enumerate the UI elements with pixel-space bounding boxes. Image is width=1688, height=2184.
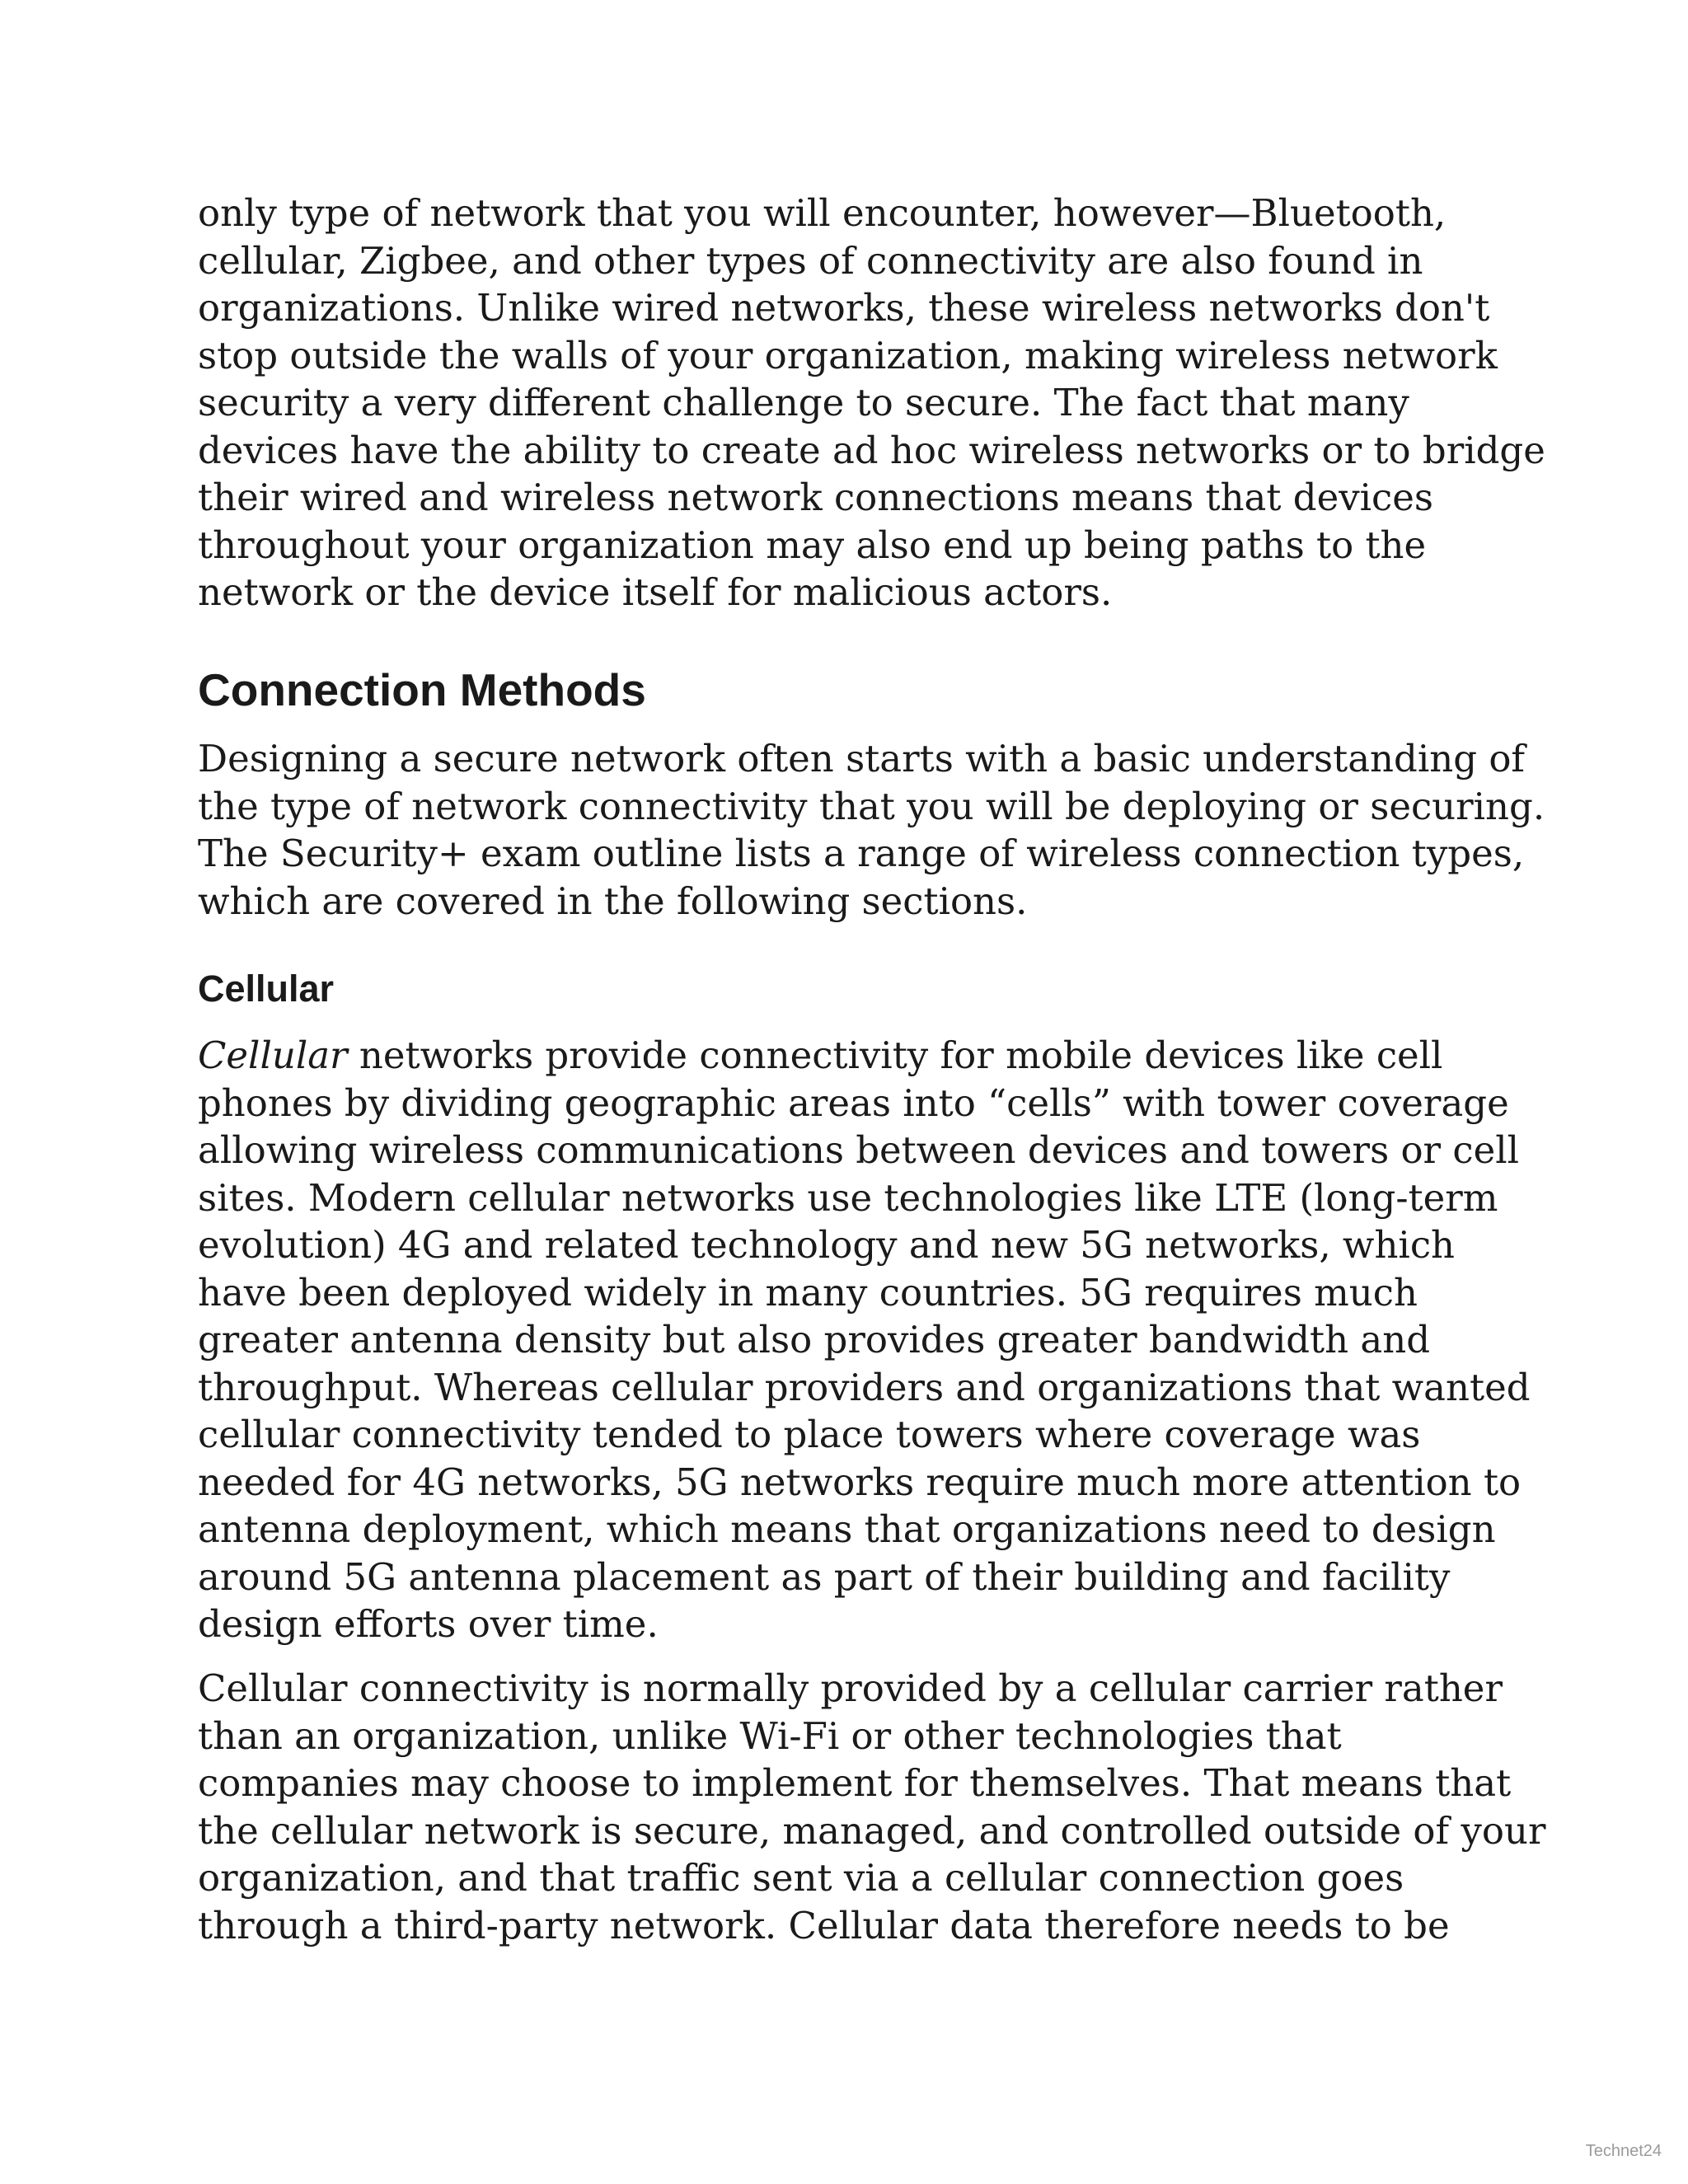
text-line: devices have the ability to create ad hoc wireless networks or to bridge [198,428,1545,472]
text-line: design efforts over time. [198,1602,659,1646]
italic-term: Cellular [198,1033,348,1077]
watermark: Technet24 [1585,2142,1662,2160]
text-line: phones by dividing geographic areas into “cells” with tower coverage [198,1080,1509,1125]
text-line: the cellular network is secure, managed, and controlled outside of your [198,1808,1546,1853]
text-line: Designing a secure network often starts with a basic understanding of [198,737,1526,780]
text-line: through a third-party network. Cellular data therefore needs to be [198,1903,1450,1947]
text-line: throughput. Whereas cellular providers and organizations that wanted [198,1365,1531,1409]
section-heading: Connection Methods [198,664,646,715]
text-line: greater antenna density but also provides greater bandwidth and [198,1318,1431,1361]
section-paragraph [198,735,1545,925]
text-line: which are covered in the following sections. [198,879,1028,923]
text-line: The Security+ exam outline lists a range of wireless connection types, [198,832,1525,875]
text-line: companies may choose to implement for themselves. That means that [198,1761,1512,1805]
text-line: organization, and that traffic sent via a cellular connection goes [198,1856,1404,1900]
text-line: Cellular connectivity is normally provided by a cellular carrier rather [198,1666,1503,1710]
text-line: needed for 4G networks, 5G networks require much more attention to [198,1460,1522,1504]
text-line: antenna deployment, which means that organizations need to design [198,1507,1496,1551]
text-line: cellular, Zigbee, and other types of connectivity are also found in [198,238,1423,283]
text-line: their wired and wireless network connections means that devices [198,476,1433,519]
cellular-paragraph-2 [198,1665,1546,1949]
text-line: network or the device itself for malicious actors. [198,570,1113,614]
text-line: organizations. Unlike wired networks, these wireless networks don't [198,286,1490,330]
text-line: around 5G antenna placement as part of their building and facility [198,1554,1451,1599]
text-line: only type of network that you will encounter, however—Bluetooth, [198,191,1447,235]
text-line: the type of network connectivity that you will be deploying or securing. [198,784,1545,828]
text-line: allowing wireless communications between devices and towers or cell [198,1128,1519,1172]
text-line: security a very different challenge to secure. The fact that many [198,381,1409,424]
text-line [198,1032,1531,1080]
text-line: throughout your organization may also end up being paths to the [198,523,1427,567]
text-line: than an organization, unlike Wi-Fi or other technologies that [198,1713,1342,1758]
text-line: have been deployed widely in many countries. 5G requires much [198,1270,1418,1315]
text-run: networks provide connectivity for mobile devices like cell [347,1033,1443,1077]
cellular-paragraph-1 [198,1032,1531,1648]
text-line: stop outside the walls of your organization, making wireless network [198,333,1498,377]
intro-paragraph [198,190,1545,616]
subsection-heading: Cellular [198,968,335,1010]
text-line: evolution) 4G and related technology and new 5G networks, which [198,1223,1456,1267]
text-line: cellular connectivity tended to place towers where coverage was [198,1413,1421,1456]
text-line: sites. Modern cellular networks use technologies like LTE (long-term [198,1175,1498,1220]
